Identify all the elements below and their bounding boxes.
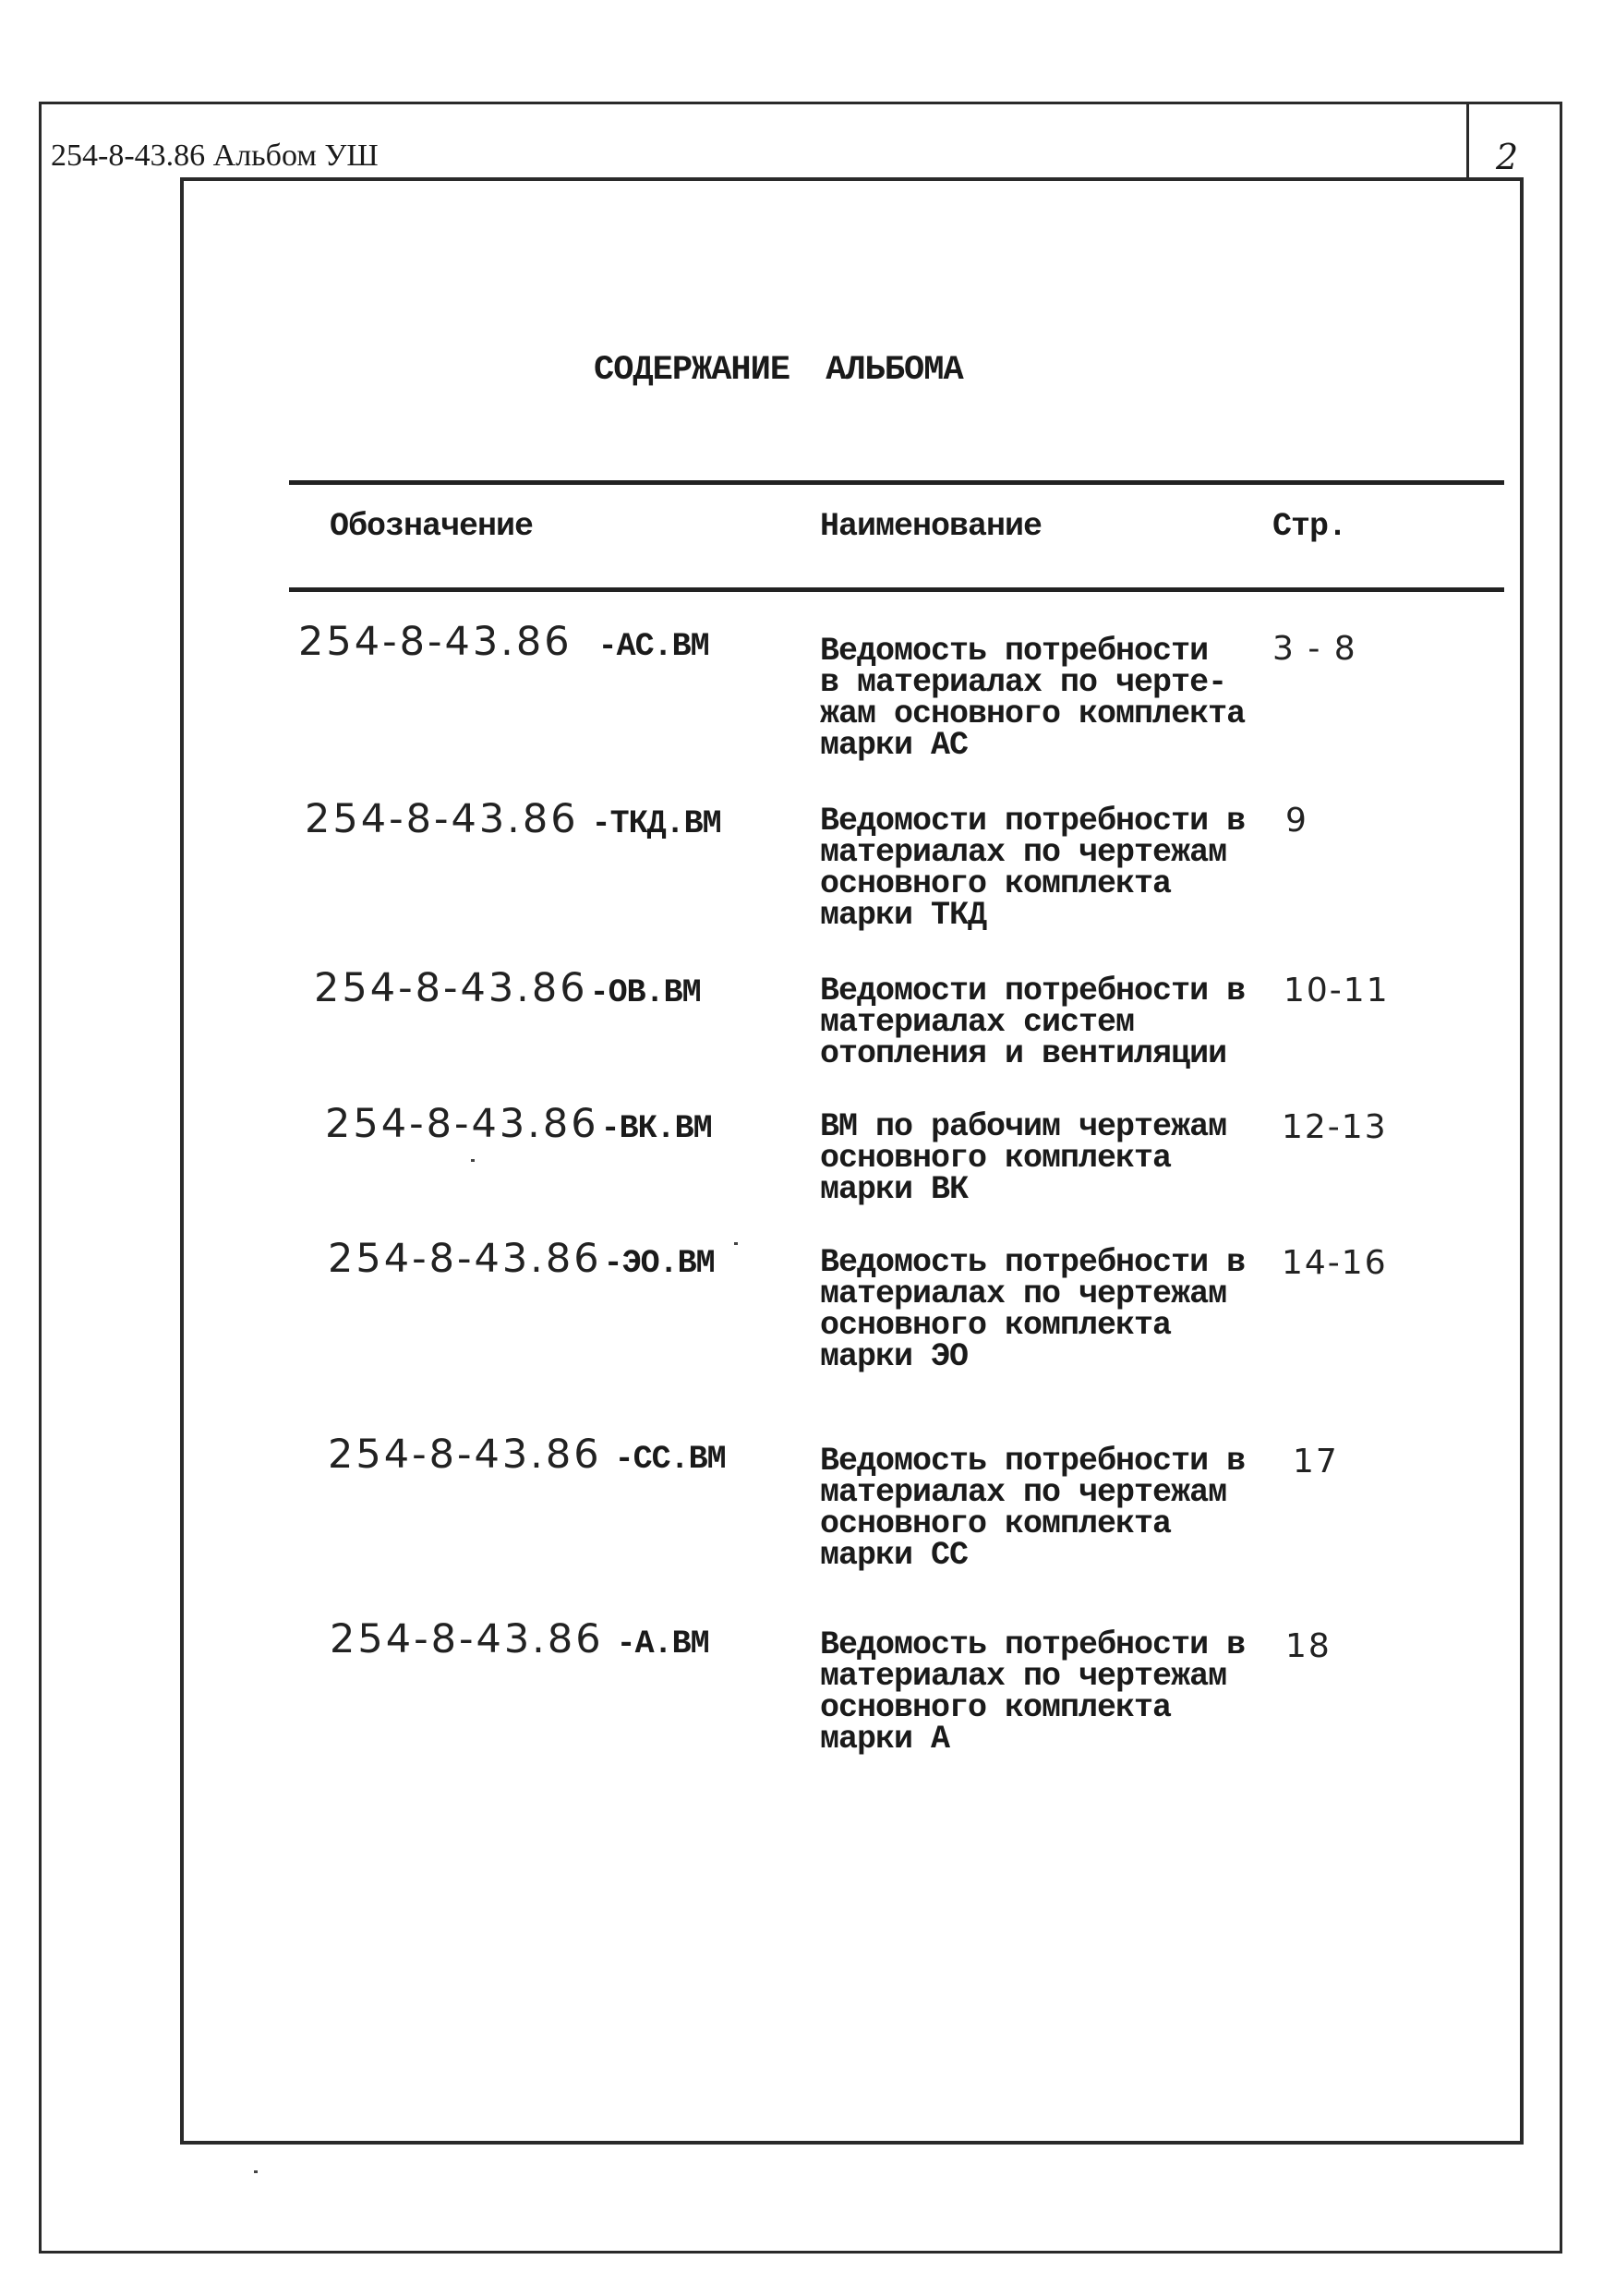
page-number: 2 xyxy=(1496,137,1519,177)
row-pages: 9 xyxy=(1285,802,1308,840)
row-code-suffix: -ТКД.ВМ xyxy=(591,805,721,842)
row-code-number: 254-8-43.86 xyxy=(305,796,579,842)
column-header-code: Обозначение xyxy=(330,508,534,545)
column-header-page: Стр. xyxy=(1272,508,1347,545)
row-code-suffix: -АС.ВМ xyxy=(597,628,709,665)
row-pages: 17 xyxy=(1293,1443,1339,1480)
document-stamp: 254-8-43.86 Альбом УШ xyxy=(51,139,379,173)
row-description: Ведомости потребности в материалах систем отопления и вентиляции xyxy=(820,973,1246,1072)
row-description: Ведомости потребности в материалах по чертежам основного комплекта марки ТКД xyxy=(820,803,1246,934)
page-title: СОДЕРЖАНИЕ АЛЬБОМА xyxy=(594,351,963,390)
row-code-number: 254-8-43.86 xyxy=(314,965,588,1011)
row-code xyxy=(298,619,709,665)
page-number-divider xyxy=(1466,102,1469,177)
row-code-number: 254-8-43.86 xyxy=(298,619,572,665)
row-code-suffix: -ОВ.ВМ xyxy=(589,974,701,1011)
row-code-number: 254-8-43.86 xyxy=(328,1432,602,1478)
row-code-suffix: -ЭО.ВМ xyxy=(603,1245,715,1282)
row-code-suffix: -А.ВМ xyxy=(616,1625,709,1662)
row-description: Ведомость потребности в материалах по чертежам основного комплекта марки СС xyxy=(820,1443,1246,1574)
row-code-suffix: -СС.ВМ xyxy=(614,1441,726,1478)
row-pages: 3 - 8 xyxy=(1272,630,1357,668)
row-code-number: 254-8-43.86 xyxy=(328,1236,602,1282)
row-description: Ведомость потребности в материалах по чертежам основного комплекта марки А xyxy=(820,1626,1246,1758)
row-description: ВМ по рабочим чертежам основного комплекта марки ВК xyxy=(820,1108,1227,1208)
row-description: Ведомость потребности в материалах по чертежам основного комплекта марки ЭО xyxy=(820,1244,1246,1375)
row-code xyxy=(325,1101,712,1147)
row-code xyxy=(330,1616,709,1662)
table-header-rule xyxy=(289,587,1504,592)
column-header-name: Наименование xyxy=(820,508,1043,545)
scan-speck xyxy=(734,1242,738,1245)
row-pages: 12-13 xyxy=(1282,1108,1388,1146)
row-code-number: 254-8-43.86 xyxy=(330,1616,604,1662)
row-code-number: 254-8-43.86 xyxy=(325,1101,599,1147)
row-code xyxy=(314,965,701,1011)
table-top-rule xyxy=(289,480,1504,485)
scan-speck xyxy=(471,1159,475,1162)
row-pages: 14-16 xyxy=(1282,1244,1388,1282)
row-description: Ведомость потребности в материалах по черте- жам основного комплекта марки АС xyxy=(820,633,1246,764)
row-pages: 10-11 xyxy=(1284,972,1390,1009)
row-code xyxy=(328,1432,726,1478)
row-code xyxy=(305,796,721,842)
row-pages: 18 xyxy=(1285,1627,1332,1665)
scan-speck xyxy=(254,2170,258,2173)
row-code xyxy=(328,1236,715,1282)
row-code-suffix: -ВК.ВМ xyxy=(600,1110,712,1147)
